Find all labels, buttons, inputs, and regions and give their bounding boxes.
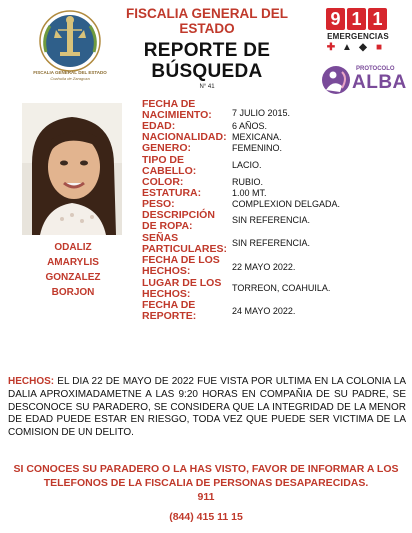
field-value-hair-type: LACIO.	[232, 160, 262, 170]
facts-text: EL DIA 22 DE MAYO DE 2022 FUE VISTA POR ULTIMA EN LA COLONIA LA DALIA APROXIMADAMETNE A LAS 9:20 HORAS EN COMPAÑIA DE SU PADRE, SE DESCONOCE SU PARADERO, SE CONSIDERA QUE LA INTEGRIDAD DE LA MENOR DE EDAD PUEDE ESTAR EN RIESGO, TODA VEZ QUE PUEDE SER VICTIMA DE LA COMISION DE UN DELITO.	[8, 376, 406, 439]
digit-1-b: 1	[368, 8, 387, 30]
report-number: N° 41	[199, 84, 215, 90]
phone-number: (844) 415 11 15	[169, 511, 243, 523]
field-value-marks: SIN REFERENCIA.	[232, 238, 311, 248]
report-title	[112, 40, 302, 82]
field-label-event-date: FECHA DE LOS HECHOS:	[142, 254, 220, 277]
field-label-weight: PESO:	[142, 198, 175, 210]
field-label-clothing: DESCRIPCIÓN DE ROPA:	[142, 209, 215, 232]
protocol-name: ALBA	[352, 72, 407, 93]
field-value-weight: COMPLEXION DELGADA.	[232, 199, 341, 209]
field-label-gender: GENERO:	[142, 142, 192, 154]
field-value-report-date: 24 MAYO 2022.	[232, 306, 296, 316]
name-line: BORJON	[51, 287, 95, 298]
field-label-hair-type: TIPO DE CABELLO:	[142, 154, 197, 177]
field-value-age: 6 AÑOS.	[232, 121, 268, 131]
person-name	[30, 240, 116, 300]
field-label-birthdate: FECHA DE NACIMIENTO:	[142, 98, 212, 121]
emergency-icons	[326, 43, 384, 53]
emergency-label: EMERGENCIAS	[327, 32, 389, 41]
field-label-nationality: NACIONALIDAD:	[142, 131, 227, 143]
field-value-height: 1.00 MT.	[232, 188, 267, 198]
call-to-action	[10, 462, 402, 504]
facts-label: HECHOS:	[8, 376, 55, 387]
medical-cross-icon: ✚	[326, 42, 336, 53]
report-title-line2: BÚSQUEDA	[151, 61, 263, 82]
field-value-event-place: TORREON, COAHUILA.	[232, 283, 331, 293]
field-label-hair-color: COLOR:	[142, 176, 184, 188]
name-line: GONZALEZ	[45, 272, 101, 283]
police-icon: ◆	[359, 42, 367, 53]
facts-paragraph	[8, 376, 406, 440]
digit-9: 9	[326, 8, 345, 30]
field-label-marks: SEÑAS PARTICULARES:	[142, 232, 227, 255]
field-value-hair-color: RUBIO.	[232, 177, 264, 187]
cta-text: SI CONOCES SU PARADERO O LA HAS VISTO, FAVOR DE INFORMAR A LOS TELEFONOS DE LA FISCALIA DE PERSONAS DESAPARECIDAS.	[13, 463, 399, 489]
emergency-number: 911	[197, 491, 215, 503]
field-label-event-place: LUGAR DE LOS HECHOS:	[142, 277, 222, 300]
emergency-911-logo	[326, 8, 387, 30]
ambulance-icon: ■	[375, 42, 383, 53]
field-value-birthdate: 7 JULIO 2015.	[232, 108, 291, 118]
field-value-clothing: SIN REFERENCIA.	[232, 215, 311, 225]
field-value-event-date: 22 MAYO 2022.	[232, 262, 296, 272]
logo-caption: FISCALIA GENERAL DEL ESTADO	[33, 70, 107, 75]
field-value-nationality: MEXICANA.	[232, 132, 282, 142]
field-label-report-date: FECHA DE REPORTE:	[142, 299, 197, 322]
name-line: ODALIZ	[54, 242, 92, 253]
missing-person-photo	[22, 103, 122, 235]
field-label-height: ESTATURA:	[142, 187, 202, 199]
digit-1: 1	[347, 8, 366, 30]
fire-icon: ▲	[342, 42, 352, 53]
name-line: AMARYLIS	[47, 257, 99, 268]
logo-caption-state: Coahuila de Zaragoza	[50, 76, 90, 81]
report-title-line1: REPORTE DE	[143, 40, 271, 61]
org-title: FISCALIA GENERAL DEL ESTADO	[125, 6, 288, 36]
field-value-gender: FEMENINO.	[232, 143, 283, 153]
field-label-age: EDAD:	[142, 120, 176, 132]
protocol-label: PROTOCOLO	[356, 66, 395, 72]
